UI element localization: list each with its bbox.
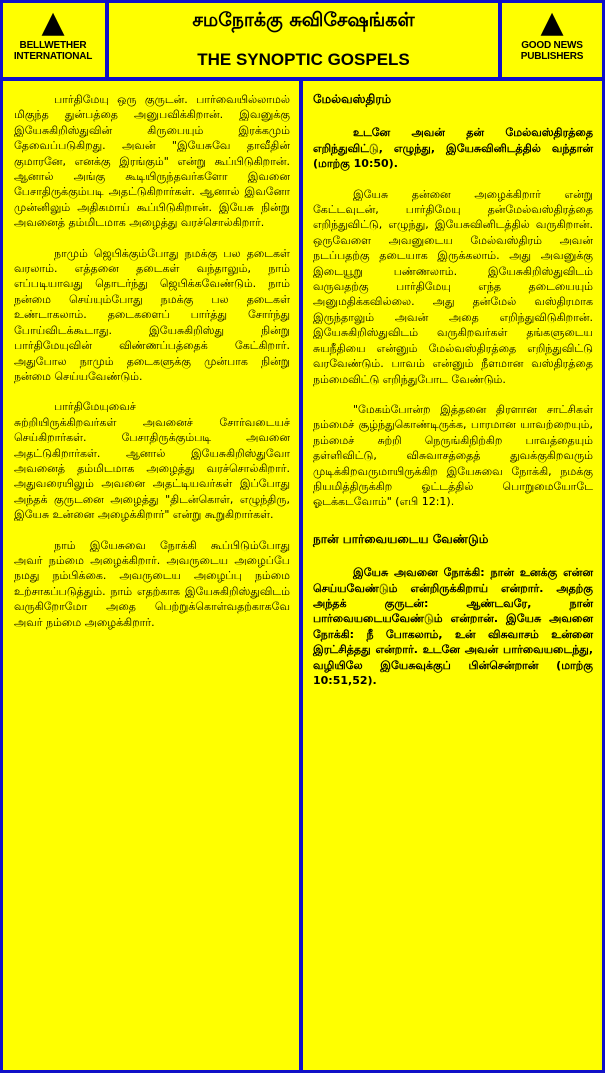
paragraph: நாமும் ஜெபிக்கும்போது நமக்கு பல தடைகள் வரலாம். எத்தனை தடைகள் வந்தாலும், நாம் எப்படியாவது தொடர்ந்து ஜெபிக்கவேண்டும். நாம் நன்மை செய்யும்போது நமக்கு பல தடைகள் உண்டாகலாம். தடைகளைப் பார்த்து சோர்ந்து போய்விடக்கூடாது. இயேசுகிறிஸ்து நின்று பார்திமேயுவின் விண்ணப்பத்தைக் கேட்கிறார். அதுபோல நாமும் தடைகளுக்கு முன்பாக நின்று நன்மை செய்யவேண்டும். (14, 246, 290, 383)
good-news-logo-text: GOOD NEWS PUBLISHERS (520, 40, 584, 62)
paragraph-body: சுற்றியிருக்கிறவர்கள் அவனைச் சோர்வடையச் செய்கிறார்கள். பேசாதிருக்கும்படி அவனை அதட்டுகிறார்கள். ஆனால் இயேசுகிறிஸ்துவோ அவனைத் தம்மிடமாக அழைத்து வரச்சொல்கிறார். அதுவரையிலும் அவனை அதட்டியவர்கள் இப்போது அந்தக் குருடனை அழைத்து "திடன்கொள், எழுந்திரு, இயேசு உன்னை அழைக்கிறார்" என்று கூறுகிறார்கள். (14, 415, 290, 522)
bellwether-logo (8, 6, 98, 74)
page-title-english: THE SYNOPTIC GOSPELS (197, 50, 410, 69)
page-title-tamil: சமநோக்கு சுவிசேஷங்கள் (192, 9, 415, 31)
section-heading: நான் பார்வையடைய வேண்டும் (313, 531, 489, 546)
paragraph-lead: பார்திமேயுவைச் (54, 400, 136, 414)
section-heading: மேல்வஸ்திரம் (313, 92, 392, 106)
paragraph: இயேசு தன்னை அழைக்கிறார் என்று கேட்டவுடன், பார்திமேயு தன்மேல்வஸ்திரத்தை எறிந்துவிட்டு, எழுந்து, இயேசுவினிடத்தில் வருகிறான். ஒருவேளை அவனுடைய மேல்வஸ்திரம் அவன் நடப்பதற்கு தடையாக இருக்கலாம். அது அவனுக்கு இடையூறு பண்ணலாம். இயேசுகிறிஸ்துவிடம் வருவதற்கு பார்திமேயு எந்த தடையையும் அனுமதிக்கவில்லை. அது தன்மேல் வஸ்திரமாக இருந்தாலும் அவன் அதை எறிந்துவிடுகிறான். இயேசுகிறிஸ்துவிடம் வருகிறவர்கள் தங்களுடைய சுயநீதியை என்னும் மேல்வஸ்திரத்தை எறிந்துவிட்டு வரவேண்டும். பாவம் என்னும் நீளமான வஸ்திரத்தை நம்மைவிட்டு எறிந்துபோட வேண்டும். (313, 187, 593, 386)
good-news-logo (507, 6, 597, 74)
scripture-verse: உடனே அவன் தன் மேல்வஸ்திரத்தை எறிந்துவிட்டு, எழுந்து, இயேசுவினிடத்தில் வந்தான் (மாற்கு 10:50). (313, 126, 593, 171)
paragraph: நாம் இயேசுவை நோக்கி கூப்பிடும்போது அவர் நம்மை அழைக்கிறார். அவருடைய அழைப்பே நமது நம்பிக்கை. அவருடைய அழைப்பு நம்மை உற்சாகப்படுத்தும். நாம் எதற்காக இயேசுகிறிஸ்துவிடம் வருகிறோமோ அதை பெற்றுக்கொள்வதற்காகவே அவர் நம்மை அழைக்கிறார். (14, 538, 290, 629)
paragraph: பார்திமேயு ஒரு குருடன். பார்வையில்லாமல் மிகுந்த துன்பத்தை அனுபவிக்கிறான். இவனுக்கு இயேசுகிறிஸ்துவின் கிருபையும் இரக்கமும் தேவைப்படுகிறது. அவன் "இயேசுவே தாவீதின் குமாரனே, எனக்கு இரங்கும்" என்று கூப்பிடுகிறான். ஆனால் அங்கு கூடியிருந்தவர்களோ இவனை பேசாதிருக்கும்படி அதட்டுகிறார்கள். ஆனால் இவனோ முன்னிலும் அதிகமாய் கூப்பிடுகிறான். இயேசு நின்று அவனைத் தம்மிடமாக அழைத்து வரச்சொல்கிறார். (14, 93, 290, 230)
quotation: "மேகம்போன்ற இத்தனை திரளான சாட்சிகள் நம்மைச் சூழ்ந்துகொண்டிருக்க, பாரமான யாவற்றையும், நம்மைச் சுற்றி நெருங்கிநிற்கிற பாவத்தையும் தள்ளிவிட்டு, விசுவாசத்தைத் துவக்குகிறவரும் முடிக்கிறவருமாயிருக்கிற இயேசுவை நோக்கி, நமக்கு நியமித்திருக்கிற ஓட்டத்தில் பொறுமையோடே ஓடக்கடவோம்" (எபி 12:1). (313, 402, 593, 509)
header-divider-left (105, 0, 109, 79)
lighthouse-icon: ▲ (41, 5, 65, 40)
lighthouse-icon: ▲ (540, 5, 564, 40)
header-divider-right (498, 0, 502, 79)
left-column (14, 92, 290, 645)
column-divider (299, 79, 303, 1073)
scripture-verse: இயேசு அவனை நோக்கி: நான் உனக்கு என்ன செய்யவேண்டும் என்றிருக்கிறாய் என்றார். அதற்கு அந்தக் குருடன்: ஆண்டவரே, நான் பார்வையடையவேண்டும் என்றான். இயேசு அவனை நோக்கி: நீ போகலாம், உன் விசுவாசம் உன்னை இரட்சித்தது என்றார். உடனே அவன் பார்வையடைந்து, வழியிலே இயேசுவுக்குப் பின்சென்றான் (மாற்கு 10:51,52). (313, 566, 593, 687)
bellwether-logo-text: BELLWETHER INTERNATIONAL (13, 40, 93, 62)
paragraph (14, 399, 290, 522)
right-column (313, 92, 593, 703)
